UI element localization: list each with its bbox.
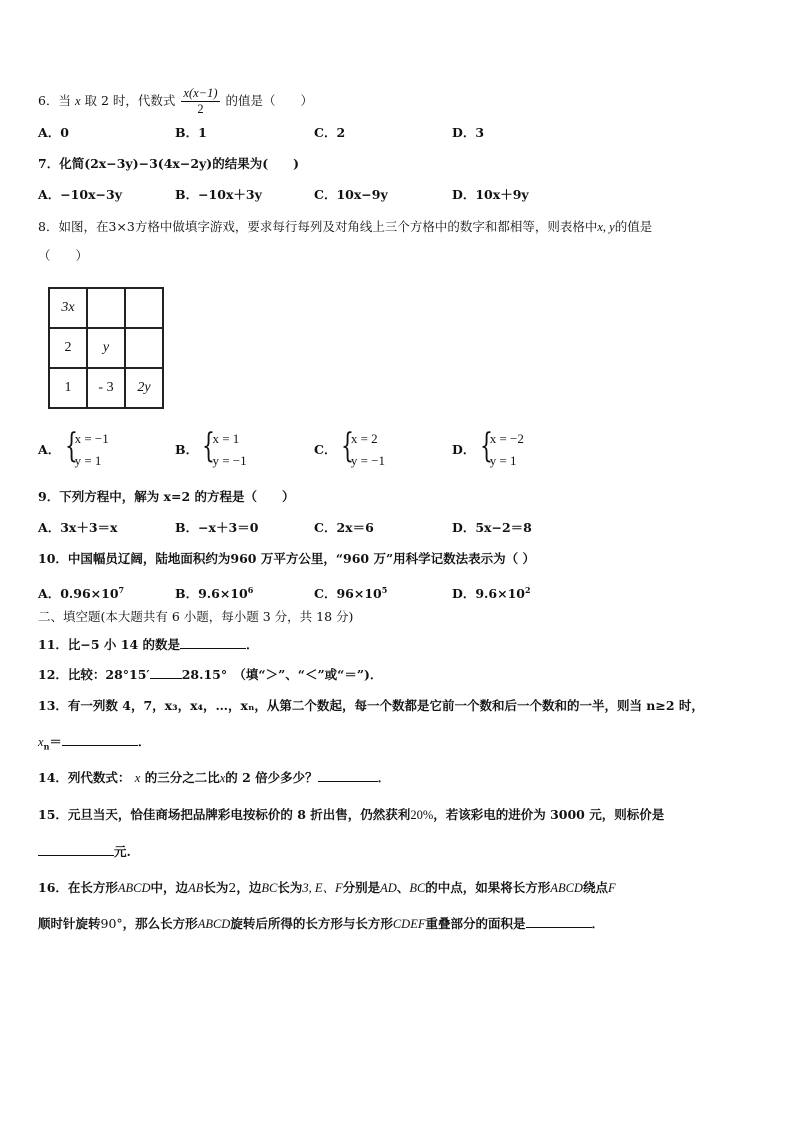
question-11: 11．比−5 小 14 的数是 ． (38, 637, 259, 652)
q6-tail: 的值是（ ） (225, 93, 313, 108)
q10-option-a: A．$0.96\times 10^7$ (38, 585, 125, 602)
equation-system: { x = 2 y = −1 (340, 426, 385, 468)
grid-cell: 3x (49, 288, 87, 328)
grid-cell (87, 288, 125, 328)
question-13: 13．有一列数 4，7，x₃，x₄，…，xₙ，从第二个数起，每一个数都是它前一个数和后一个数和的一半，则当 n≥2 时， (38, 698, 704, 713)
q9-option-d: D．5x−2＝8 (452, 520, 532, 535)
grid-cell: 2y (125, 368, 163, 408)
grid-cell: - 3 (87, 368, 125, 408)
q6-text: 6．当 x 取 2 时，代数式 (38, 93, 176, 108)
magic-square-grid (48, 287, 164, 409)
q8-answer-paren: （ ） (38, 248, 89, 263)
q7-option-b: B．−10x＋3y (175, 187, 262, 202)
question-7: 7．化简(2x−3y)−3(4x−2y)的结果为( ) (38, 156, 300, 171)
answer-blank (150, 666, 182, 679)
grid-cell (125, 288, 163, 328)
grid-cell: 1 (49, 368, 87, 408)
q10-option-c: C．$96\times 10^5$ (314, 585, 388, 602)
equation-system: { x = −2 y = 1 (479, 426, 524, 468)
q8-option-a: A． { x = −1 y = 1 (38, 428, 109, 472)
q13-answer-line: $x_n=$ ． (38, 734, 151, 752)
q6-option-a: A．0 (38, 125, 69, 140)
question-10: 10．中国幅员辽阔，陆地面积约为960 万平方公里，“960 万”用科学记数法表示为（ ） (38, 551, 536, 566)
equation-system: { x = 1 y = −1 (202, 426, 247, 468)
q16-line-2: 顺时针旋转90°，那么长方形ABCD旋转后所得的长方形与长方形CDEF重叠部分的面积是 ． (38, 916, 605, 931)
question-9: 9．下列方程中，解为 x=2 的方程是（ ） (38, 489, 295, 504)
grid-cell: y (87, 328, 125, 368)
equation-system: { x = −1 y = 1 (64, 426, 109, 468)
grid-cell (125, 328, 163, 368)
question-14: 14．列代数式： x 的三分之二比x的 2 倍少多少？ ． (38, 770, 391, 785)
section-heading: 二、填空题(本大题共有 6 小题，每小题 3 分，共 18 分) (38, 609, 354, 624)
q8-option-b: B． { x = 1 y = −1 (175, 428, 247, 472)
question-15: 15．元旦当天，恰佳商场把品牌彩电按标价的 8 折出售，仍然获利20%，若该彩电的进价为 3000 元，则标价是 (38, 807, 665, 822)
grid-cell: 2 (49, 328, 87, 368)
question-16: 16．在长方形ABCD中，边AB长为2，边BC长为3, E、F分别是AD、BC的中点，如果将长方形ABCD绕点F (38, 880, 616, 895)
question-8: 8．如图，在3×3方格中做填字游戏，要求每行每列及对角线上三个方格中的数字和都相等，则表格中x, y的值是 (38, 219, 653, 234)
q6-fraction: $\frac{x(x-1)}{2}$ (183, 86, 218, 116)
q8-option-d: D． { x = −2 y = 1 (452, 428, 524, 472)
q9-option-c: C．2x＝6 (314, 520, 374, 535)
q7-option-a: A．−10x−3y (38, 187, 122, 202)
q7-option-c: C．10x−9y (314, 187, 388, 202)
q9-option-b: B．−x＋3＝0 (175, 520, 259, 535)
answer-blank (180, 636, 246, 649)
answer-blank (318, 769, 378, 782)
q6-option-d: D．3 (452, 125, 485, 140)
q6-option-c: C．2 (314, 125, 346, 140)
question-12: 12．比较：28°15′ 28.15° （填“＞”、“＜”或“＝”)． (38, 667, 383, 682)
q8-option-c: C． { x = 2 y = −1 (314, 428, 385, 472)
q10-option-b: B．$9.6\times 10^6$ (175, 585, 254, 602)
q7-option-d: D．10x＋9y (452, 187, 529, 202)
q15-answer-line: 元. (38, 843, 131, 861)
q10-option-d: D．$9.6\times 10^2$ (452, 585, 531, 602)
answer-blank (526, 915, 592, 928)
q9-option-a: A．3x＋3＝x (38, 520, 118, 535)
q6-option-b: B．1 (175, 125, 207, 140)
answer-blank (62, 733, 138, 746)
question-6 (38, 86, 313, 117)
answer-blank (38, 843, 114, 856)
